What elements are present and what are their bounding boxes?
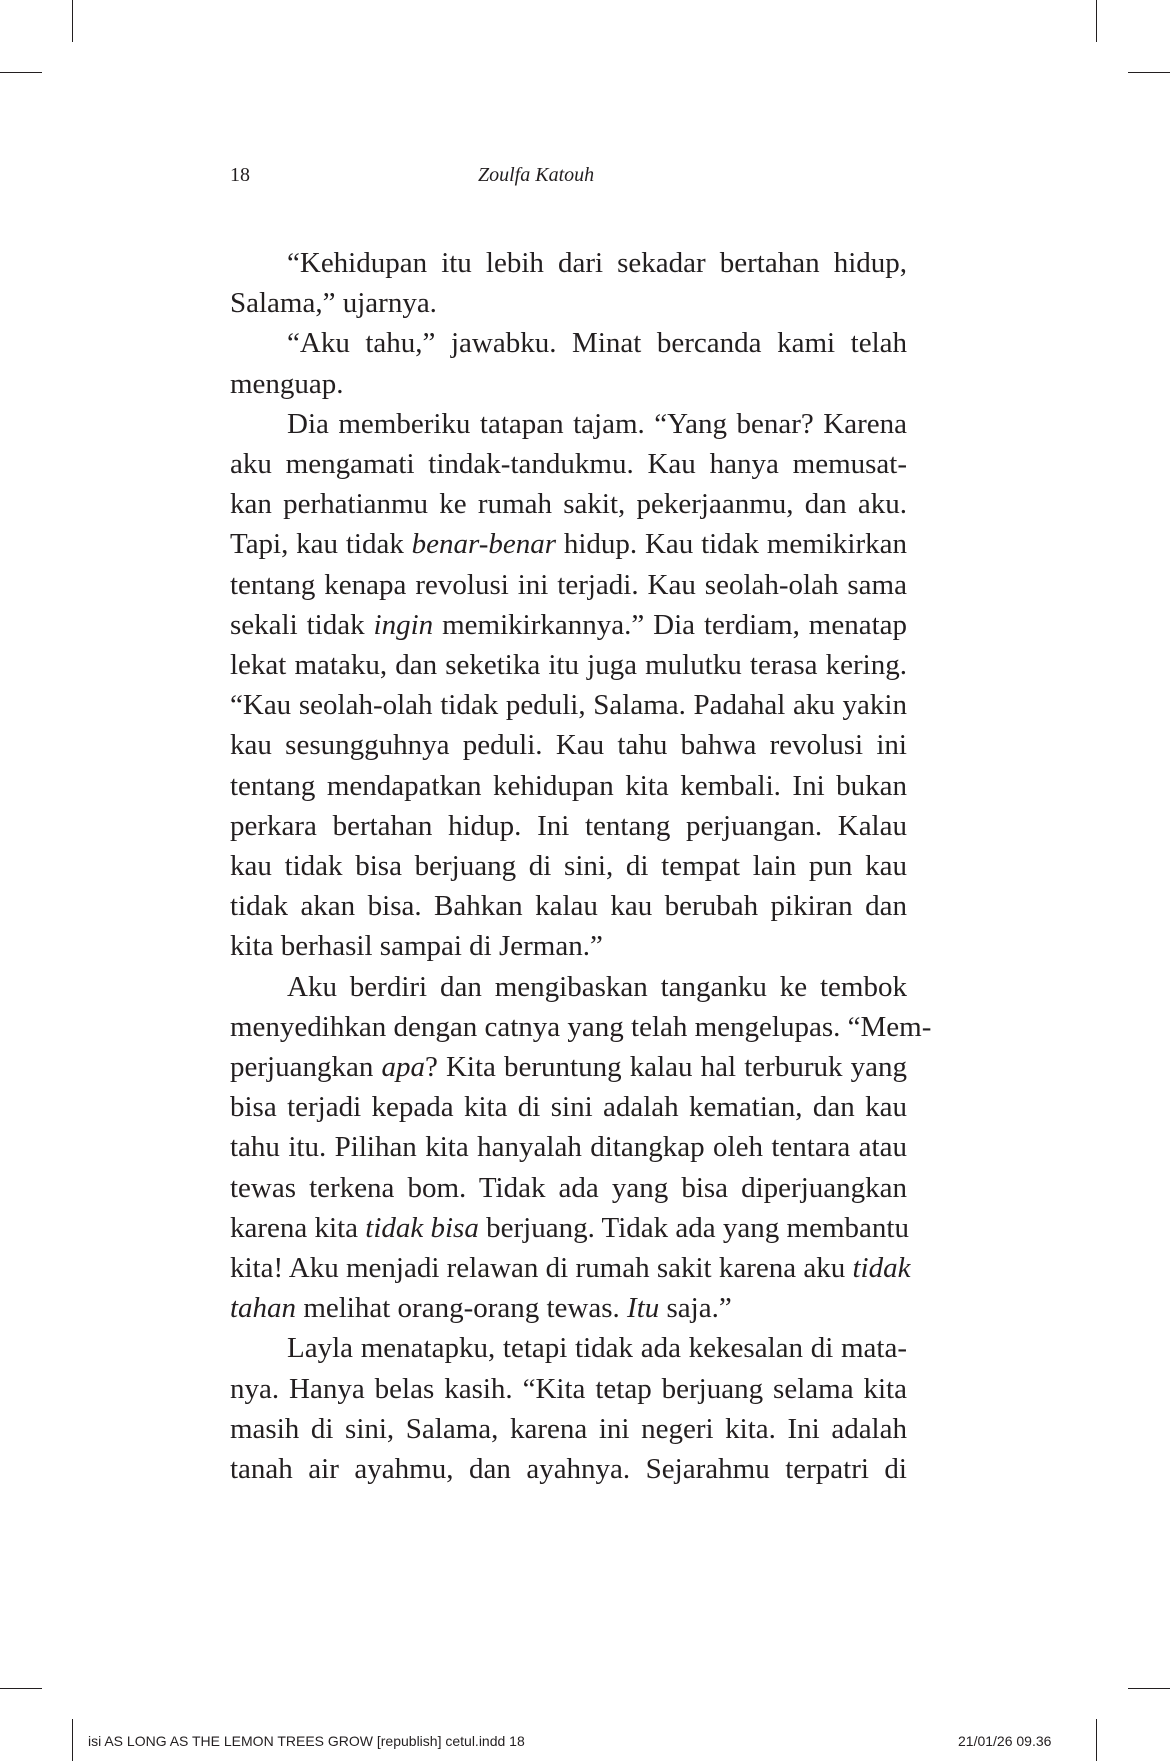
text-line: Aku berdiri dan mengibaskan tanganku ke tembok [287, 970, 907, 1003]
emphasis-text: Itu [627, 1292, 660, 1325]
text-run: ? Kita beruntung kalau hal terburuk yang [424, 1051, 907, 1084]
text-line: tidak akan bisa. Bahkan kalau kau berubah pikiran dan [230, 890, 907, 923]
paragraph [230, 323, 907, 403]
body-text [230, 243, 932, 1489]
text-line: masih di sini, Salama, karena ini negeri kita. Ini adalah [230, 1412, 907, 1445]
text-run: kita! Aku menjadi relawan di rumah sakit karena aku [230, 1252, 853, 1285]
paragraph [230, 243, 907, 323]
emphasis-text: tidak bisa [365, 1211, 479, 1244]
text-line: menyedihkan dengan catnya yang telah mengelupas. “Mem- [230, 1010, 932, 1043]
text-line: kan perhatianmu ke rumah sakit, pekerjaanmu, dan aku. [230, 488, 907, 521]
text-line [230, 1208, 907, 1248]
text-run: memikirkannya.” Dia terdiam, menatap [433, 608, 907, 641]
text-run: perjuangkan [230, 1051, 382, 1084]
crop-mark [0, 1688, 42, 1689]
paragraph [230, 404, 907, 967]
paragraph [230, 1328, 907, 1489]
text-line: kita berhasil sampai di Jerman.” [230, 930, 603, 963]
page-number: 18 [230, 164, 250, 186]
paragraph [230, 967, 932, 1329]
text-line: “Kehidupan itu lebih dari sekadar bertahan hidup, [287, 247, 907, 279]
emphasis-text: apa [381, 1051, 425, 1084]
emphasis-text: ingin [373, 608, 434, 641]
text-line: nya. Hanya belas kasih. “Kita tetap berjuang selama kita [230, 1372, 907, 1405]
text-line [230, 1288, 907, 1328]
text-run: karena kita [230, 1211, 366, 1244]
text-line: bisa terjadi kepada kita di sini adalah kematian, dan kau [230, 1091, 907, 1124]
text-line: perkara bertahan hidup. Ini tentang perjuangan. Kalau [230, 809, 907, 842]
text-line: Dia memberiku tatapan tajam. “Yang benar? Karena [287, 407, 907, 440]
text-line: Layla menatapku, tetapi tidak ada kekesalan di mata- [287, 1332, 907, 1365]
slug-timestamp: 21/01/26 09.36 [958, 1733, 1052, 1749]
text-line: aku mengamati tindak-tandukmu. Kau hanya memusat- [230, 448, 907, 481]
text-run: sekali tidak [230, 608, 374, 641]
text-run: Tapi, kau tidak [230, 528, 412, 561]
text-line: “Aku tahu,” jawabku. Minat bercanda kami telah [287, 327, 907, 360]
text-line: kau sesungguhnya peduli. Kau tahu bahwa revolusi ini [230, 729, 907, 762]
crop-mark [0, 72, 42, 73]
text-line: tentang mendapatkan kehidupan kita kembali. Ini bukan [230, 769, 907, 802]
text-run: melihat orang-orang tewas. [296, 1292, 628, 1325]
text-run: berjuang. Tidak ada yang membantu [478, 1211, 909, 1244]
running-head: Zoulfa Katouh [478, 164, 595, 186]
text-line [230, 605, 907, 645]
text-run: hidup. Kau tidak memikirkan [556, 528, 907, 561]
crop-mark [1128, 72, 1170, 73]
emphasis-text: tidak [852, 1252, 911, 1285]
emphasis-text: benar-benar [411, 528, 557, 561]
text-line: Salama,” ujarnya. [230, 287, 437, 320]
crop-mark [72, 0, 73, 42]
text-run: saja.” [659, 1292, 732, 1325]
text-line: tewas terkena bom. Tidak ada yang bisa diperjuangkan [230, 1171, 907, 1204]
crop-mark [72, 1719, 73, 1761]
text-line: “Kau seolah-olah tidak peduli, Salama. Padahal aku yakin [230, 689, 907, 722]
text-line: tanah air ayahmu, dan ayahnya. Sejarahmu terpatri di [230, 1453, 907, 1486]
text-line: tahu itu. Pilihan kita hanyalah ditangkap oleh tentara atau [230, 1131, 907, 1164]
crop-mark [1128, 1688, 1170, 1689]
text-line [230, 1047, 907, 1087]
slug-filename: isi AS LONG AS THE LEMON TREES GROW [republish] cetul.indd 18 [88, 1733, 525, 1749]
text-line [230, 524, 907, 564]
text-line: lekat mataku, dan seketika itu juga mulutku terasa kering. [230, 649, 907, 682]
emphasis-text: tahan [230, 1292, 297, 1325]
crop-mark [1096, 1719, 1097, 1761]
text-line: tentang kenapa revolusi ini terjadi. Kau seolah-olah sama [230, 568, 907, 601]
text-line: kau tidak bisa berjuang di sini, di tempat lain pun kau [230, 850, 907, 883]
crop-mark [1096, 0, 1097, 42]
text-line [230, 1248, 911, 1288]
text-line: menguap. [230, 367, 344, 400]
